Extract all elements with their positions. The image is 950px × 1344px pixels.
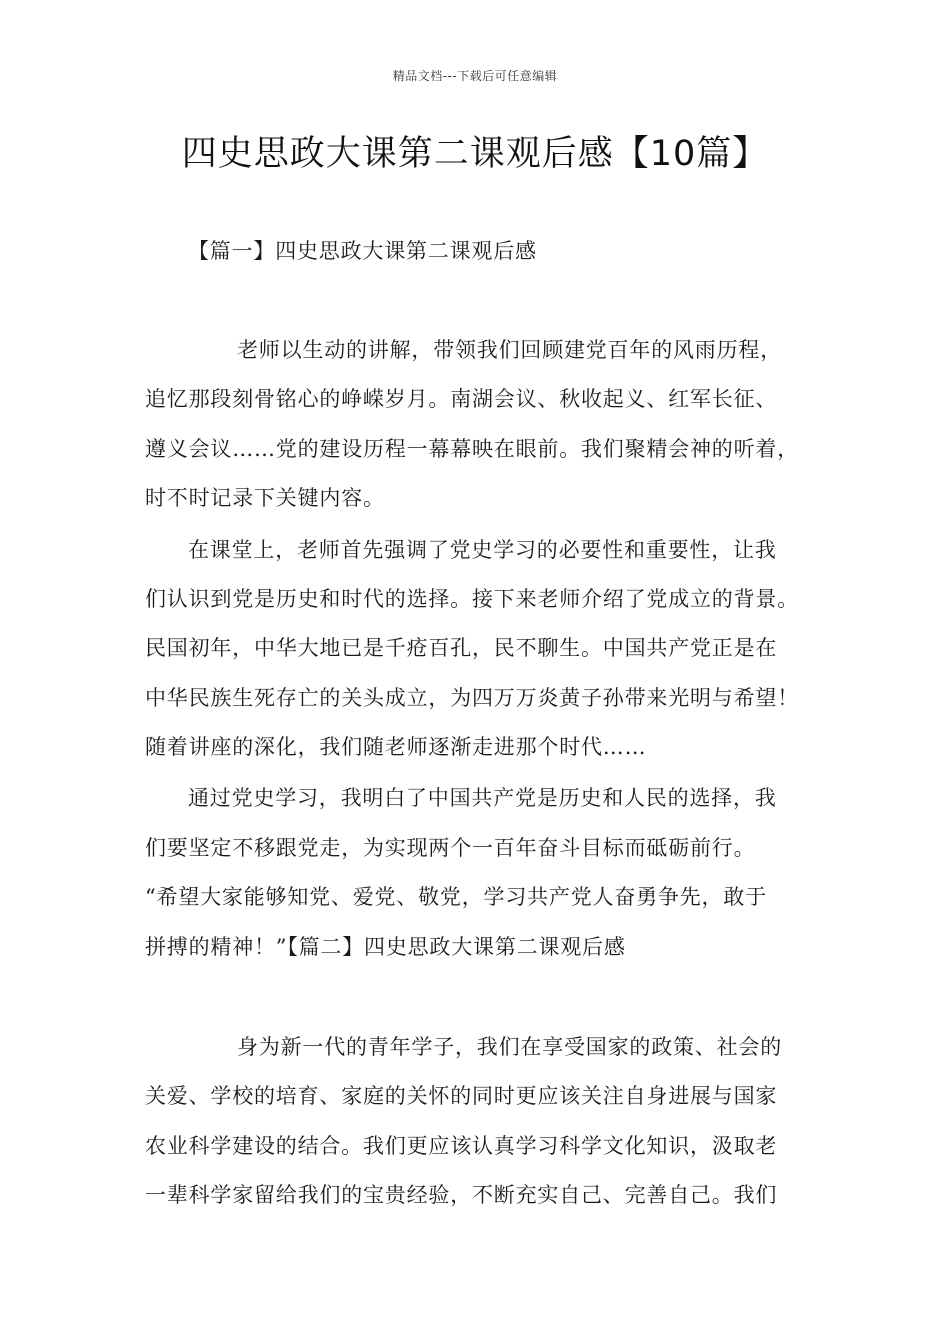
paragraph-line: 民国初年，中华大地已是千疮百孔，民不聊生。中国共产党正是在 bbox=[145, 636, 778, 660]
paragraph-line: 身为新一代的青年学子，我们在享受国家的政策、社会的 bbox=[237, 1035, 782, 1059]
paragraph-line: 一辈科学家留给我们的宝贵经验，不断充实自己、完善自己。我们 bbox=[145, 1183, 778, 1207]
paragraph-line: 通过党史学习，我明白了中国共产党是历史和人民的选择，我 bbox=[188, 786, 777, 810]
paragraph-line: 农业科学建设的结合。我们更应该认真学习科学文化知识，汲取老 bbox=[145, 1134, 778, 1158]
paragraph-line: 在课堂上，老师首先强调了党史学习的必要性和重要性，让我 bbox=[188, 538, 777, 562]
paragraph-line: 随着讲座的深化，我们随老师逐渐走进那个时代…… bbox=[145, 735, 647, 759]
paragraph-line: 时不时记录下关键内容。 bbox=[145, 486, 385, 510]
paragraph-line: 遵义会议……党的建设历程一幕幕映在眼前。我们聚精会神的听着， bbox=[145, 437, 799, 461]
paragraph-line: 老师以生动的讲解，带领我们回顾建党百年的风雨历程， bbox=[237, 338, 782, 362]
paragraph-line: 追忆那段刻骨铭心的峥嵘岁月。南湖会议、秋收起义、红军长征、 bbox=[145, 387, 778, 411]
paragraph-line: 中华民族生死存亡的关头成立，为四万万炎黄子孙带来光明与希望！ bbox=[145, 686, 799, 710]
section-heading-1: 【篇一】四史思政大课第二课观后感 bbox=[188, 239, 537, 263]
header-note: 精品文档---下载后可任意编辑 bbox=[392, 69, 558, 83]
paragraph-line: 们要坚定不移跟党走，为实现两个一百年奋斗目标而砥砺前行。 bbox=[145, 836, 756, 860]
paragraph-line: 们认识到党是历史和时代的选择。接下来老师介绍了党成立的背景。 bbox=[145, 587, 799, 611]
paragraph-line: 拼搏的精神！”【篇二】四史思政大课第二课观后感 bbox=[145, 935, 626, 959]
document-title: 四史思政大课第二课观后感【10篇】 bbox=[181, 134, 769, 174]
paragraph-line: “希望大家能够知党、爱党、敬党，学习共产党人奋勇争先，敢于 bbox=[145, 885, 767, 909]
paragraph-line: 关爱、学校的培育、家庭的关怀的同时更应该关注自身进展与国家 bbox=[145, 1084, 778, 1108]
